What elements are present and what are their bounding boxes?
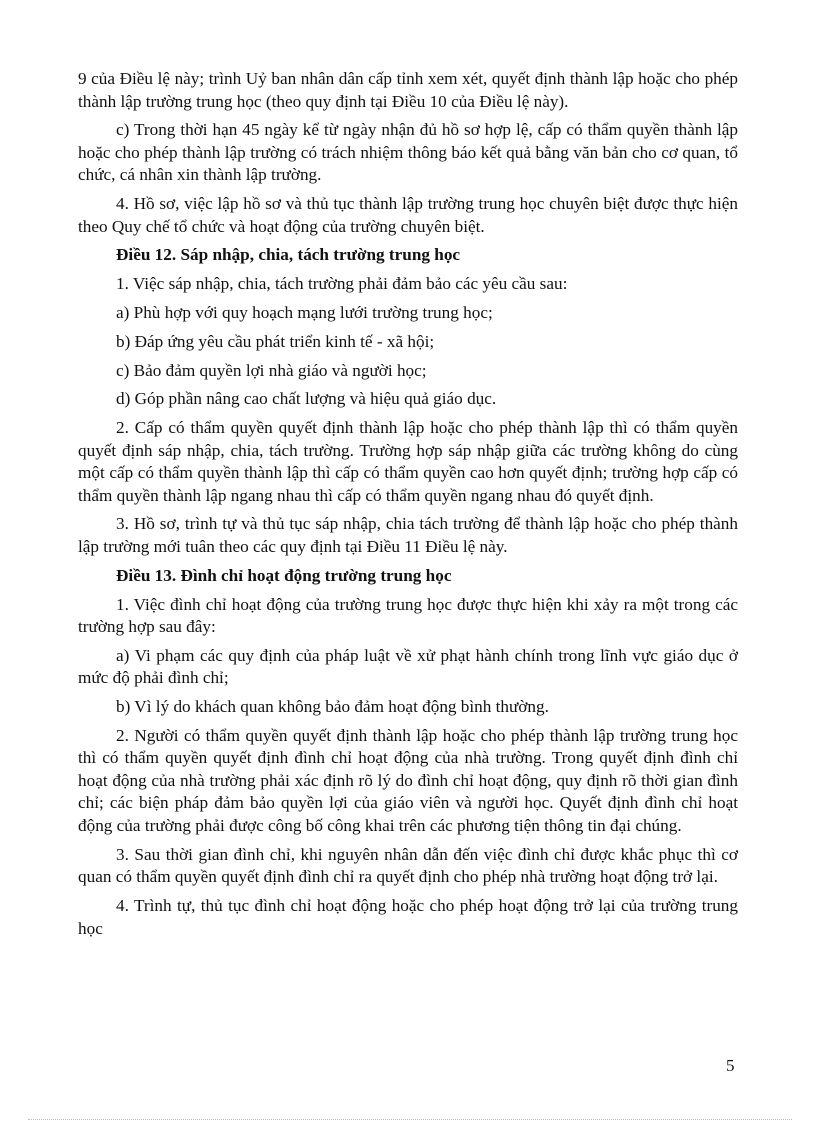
paragraph-clause-c: c) Trong thời hạn 45 ngày kể từ ngày nhận đủ hồ sơ hợp lệ, cấp có thẩm quyền thành lập hoặc cho phép thành lập trường có trách nhiệm thông báo kết quả bằng văn bản cho cơ quan, tổ chức, cá nhân xin thành lập trường. [78, 120, 738, 185]
paragraph-clause-4: 4. Hồ sơ, việc lập hồ sơ và thủ tục thành lập trường trung học chuyên biệt được thực hiện theo Quy chế tổ chức và hoạt động của trường chuyên biệt. [78, 194, 738, 236]
document-body [78, 68, 738, 946]
article-12-heading: Điều 12. Sáp nhập, chia, tách trường trung học [116, 245, 461, 265]
article-12-clause-3: 3. Hồ sơ, trình tự và thủ tục sáp nhập, chia tách trường để thành lập hoặc cho phép thành lập trường mới tuân theo các quy định tại Điều 11 Điều lệ này. [78, 514, 738, 556]
article-13-heading: Điều 13. Đình chỉ hoạt động trường trung học [116, 565, 452, 585]
article-13-clause-1b: b) Vì lý do khách quan không bảo đảm hoạt động bình thường. [116, 697, 549, 717]
article-12-clause-1: 1. Việc sáp nhập, chia, tách trường phải đảm bảo các yêu cầu sau: [116, 274, 568, 294]
article-12-clause-1a: a) Phù hợp với quy hoạch mạng lưới trường trung học; [116, 302, 493, 322]
article-13-clause-2: 2. Người có thẩm quyền quyết định thành lập hoặc cho phép thành lập trường trung học thì có thẩm quyền quyết định đình chỉ hoạt động của nhà trường. Trong quyết định đình chỉ hoạt động của nhà trường phải xác định rõ lý do đình chỉ hoạt động, quy định rõ thời gian đình chỉ; các biện pháp đảm bảo quyền lợi của giáo viên và người học. Quyết định đình chỉ hoạt động của trường phải được công bố công khai trên các phương tiện thông tin đại chúng. [78, 725, 738, 835]
article-12-clause-2: 2. Cấp có thẩm quyền quyết định thành lập hoặc cho phép thành lập thì có thẩm quyền quyết định sáp nhập, chia, tách trường. Trường hợp sáp nhập giữa các trường không do cùng một cấp có thẩm quyền thành lập thì cấp có thẩm quyền cao hơn quyết định; trường hợp cấp có thẩm quyền thành lập ngang nhau thì cấp có thẩm quyền ngang nhau đó quyết định. [78, 418, 738, 505]
article-13-clause-3: 3. Sau thời gian đình chỉ, khi nguyên nhân dẫn đến việc đình chỉ được khắc phục thì cơ quan có thẩm quyền quyết định đình chỉ ra quyết định cho phép nhà trường hoạt động trở lại. [78, 844, 738, 887]
paragraph-continuation: 9 của Điều lệ này; trình Uỷ ban nhân dân cấp tỉnh xem xét, quyết định thành lập hoặc cho phép thành lập trường trung học (theo quy định tại Điều 10 của Điều lệ này). [78, 69, 738, 111]
article-12-clause-1d: d) Góp phần nâng cao chất lượng và hiệu quả giáo dục. [116, 389, 497, 409]
page-bottom-divider [28, 1119, 792, 1120]
page-number: 5 [726, 1056, 735, 1075]
article-13-clause-4: 4. Trình tự, thủ tục đình chỉ hoạt động hoặc cho phép hoạt động trở lại của trường trung học [78, 896, 738, 938]
article-12-clause-1c: c) Bảo đảm quyền lợi nhà giáo và người học; [116, 360, 427, 380]
article-12-clause-1b: b) Đáp ứng yêu cầu phát triển kinh tế - xã hội; [116, 331, 435, 351]
article-13-clause-1: 1. Việc đình chỉ hoạt động của trường trung học được thực hiện khi xảy ra một trong các trường hợp sau đây: [78, 594, 738, 637]
article-13-clause-1a: a) Vi phạm các quy định của pháp luật về xử phạt hành chính trong lĩnh vực giáo dục ở mức độ phải đình chỉ; [78, 645, 738, 688]
